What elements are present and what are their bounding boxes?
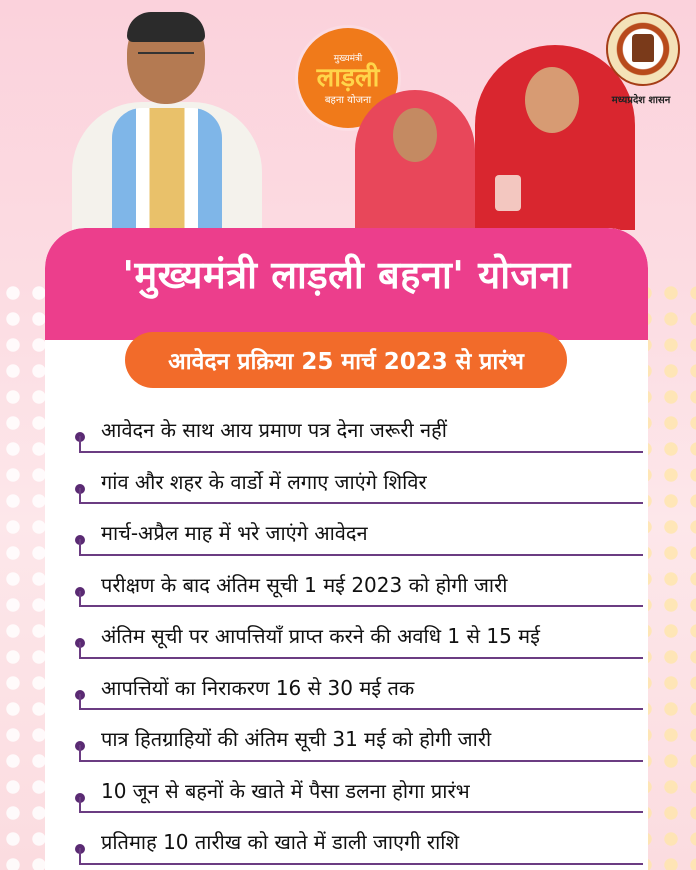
divider (79, 605, 643, 607)
chief-minister-photo (72, 12, 262, 232)
list-item (73, 507, 643, 559)
list-item (73, 404, 643, 456)
divider (79, 708, 643, 710)
title-band (45, 228, 648, 340)
list-item (73, 816, 643, 868)
mp-government-emblem-icon (606, 12, 680, 86)
divider (79, 657, 643, 659)
women-photo (355, 45, 645, 230)
list-item-text: आवेदन के साथ आय प्रमाण पत्र देना जरूरी नहीं (101, 418, 447, 443)
list-item-text: आपत्तियों का निराकरण 16 से 30 मई तक (101, 675, 415, 700)
list-item (73, 713, 643, 765)
emblem-caption: मध्यप्रदेश शासन (611, 95, 671, 106)
list-item-text: 10 जून से बहनों के खाते में पैसा डलना होगा प्रारंभ (101, 778, 470, 803)
list-item-text: मार्च-अप्रैल माह में भरे जाएंगे आवेदन (101, 521, 368, 546)
logo-line-1: मुख्यमंत्री (333, 53, 363, 64)
list-item (73, 456, 643, 508)
page-title: 'मुख्यमंत्री लाड़ली बहना' योजना (122, 253, 571, 297)
divider (79, 811, 643, 813)
logo-line-2: लाड़ली (316, 62, 380, 93)
divider (79, 760, 643, 762)
subtitle-pill: आवेदन प्रक्रिया 25 मार्च 2023 से प्रारंभ (125, 332, 567, 388)
list-item-text: अंतिम सूची पर आपत्तियाँ प्राप्त करने की अवधि 1 से 15 मई (101, 624, 540, 649)
list-item (73, 559, 643, 611)
list-item (73, 610, 643, 662)
info-card (45, 228, 648, 870)
list-item-text: पात्र हितग्राहियों की अंतिम सूची 31 मई को होगी जारी (101, 727, 492, 752)
list-item (73, 765, 643, 817)
logo-line-3: बहना योजना (324, 94, 372, 106)
list-item-text: गांव और शहर के वार्डो में लगाए जाएंगे शिविर (101, 469, 427, 494)
info-list (73, 404, 643, 868)
list-item-text: प्रतिमाह 10 तारीख को खाते में डाली जाएगी राशि (101, 830, 460, 855)
list-item (73, 662, 643, 714)
divider (79, 502, 643, 504)
divider (79, 554, 643, 556)
divider (79, 451, 643, 453)
divider (79, 863, 643, 865)
phone-icon (495, 175, 521, 211)
list-item-text: परीक्षण के बाद अंतिम सूची 1 मई 2023 को होगी जारी (101, 572, 508, 597)
